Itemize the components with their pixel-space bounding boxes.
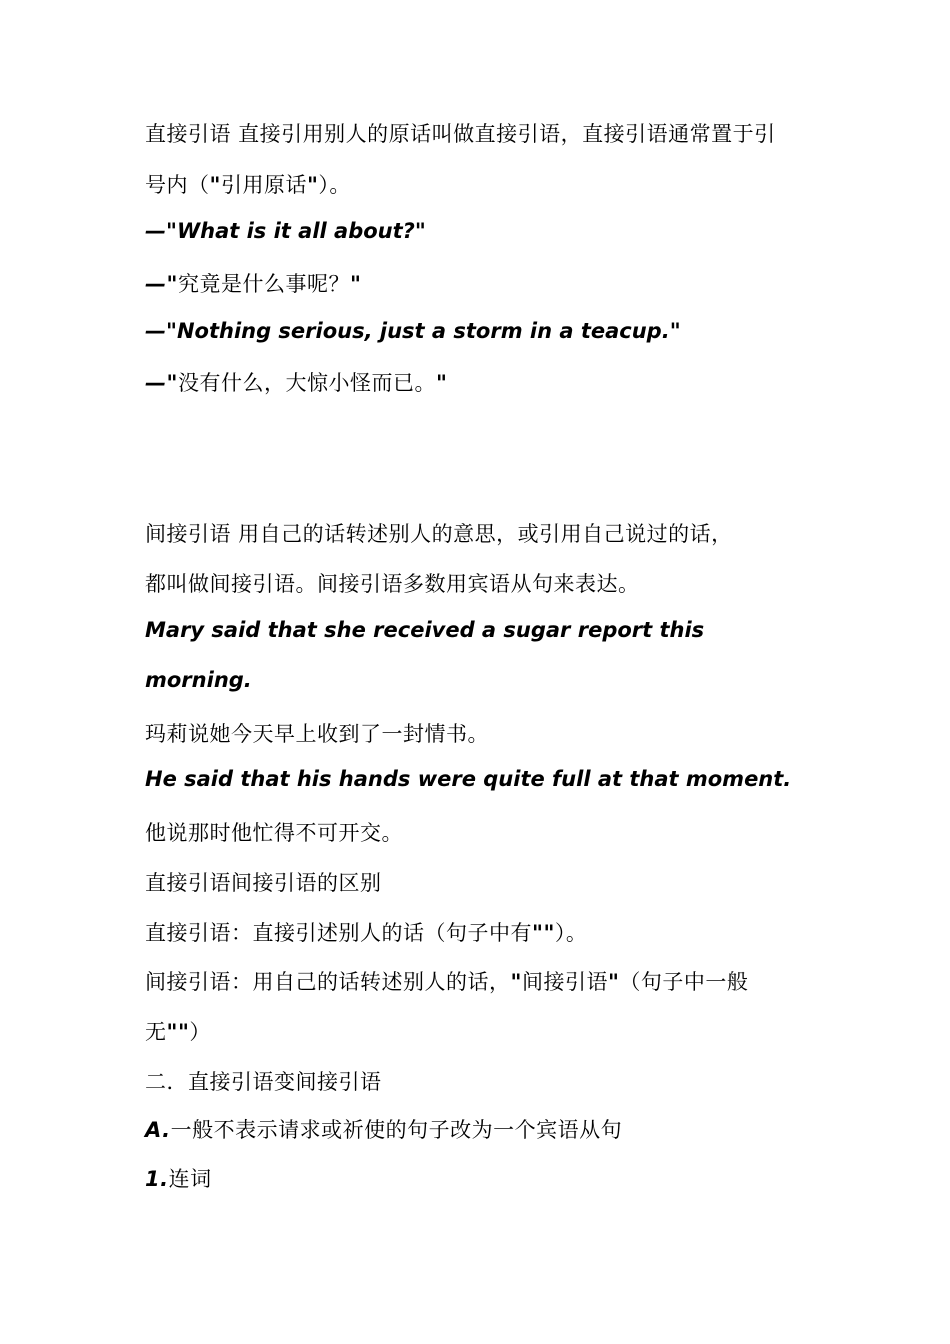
example2-chinese: 他说那时他忙得不可开交。 xyxy=(145,821,403,845)
example1-chinese: 玛莉说她今天早上收到了一封情书。 xyxy=(145,722,489,746)
direct-speech-definition-line2: 号内（"引用原话"）。 xyxy=(145,173,351,197)
dialog-line-en-2: —"Nothing serious, just a storm in a teacup." xyxy=(145,319,681,343)
dialog-line-en-1: —"What is it all about?" xyxy=(145,219,426,243)
example2-english: He said that his hands were quite full at that moment. xyxy=(145,767,792,791)
dialog-line-cn-1: —"究竟是什么事呢？" xyxy=(145,272,362,296)
rule-1: 1.连词 xyxy=(145,1167,212,1191)
dialog-line-cn-2: —"没有什么，大惊小怪而已。" xyxy=(145,371,448,395)
indirect-speech-definition-line1: 间接引语 用自己的话转述别人的意思，或引用自己说过的话， xyxy=(145,522,733,546)
difference-direct: 直接引语：直接引述别人的话（句子中有""）。 xyxy=(145,921,588,945)
difference-indirect-line2: 无""） xyxy=(145,1020,211,1044)
direct-speech-definition-line1: 直接引语 直接引用别人的原话叫做直接引语，直接引语通常置于引 xyxy=(145,122,776,146)
example1-english-line1: Mary said that she received a sugar report this xyxy=(145,618,705,642)
difference-title: 直接引语间接引语的区别 xyxy=(145,871,382,895)
example1-english-line2: morning. xyxy=(145,668,252,692)
indirect-speech-definition-line2: 都叫做间接引语。间接引语多数用宾语从句来表达。 xyxy=(145,572,640,596)
section-heading-part2: 二．直接引语变间接引语 xyxy=(145,1070,382,1094)
difference-indirect-line1: 间接引语：用自己的话转述别人的话，"间接引语"（句子中一般 xyxy=(145,970,749,994)
rule-a: A.一般不表示请求或祈使的句子改为一个宾语从句 xyxy=(145,1118,623,1142)
